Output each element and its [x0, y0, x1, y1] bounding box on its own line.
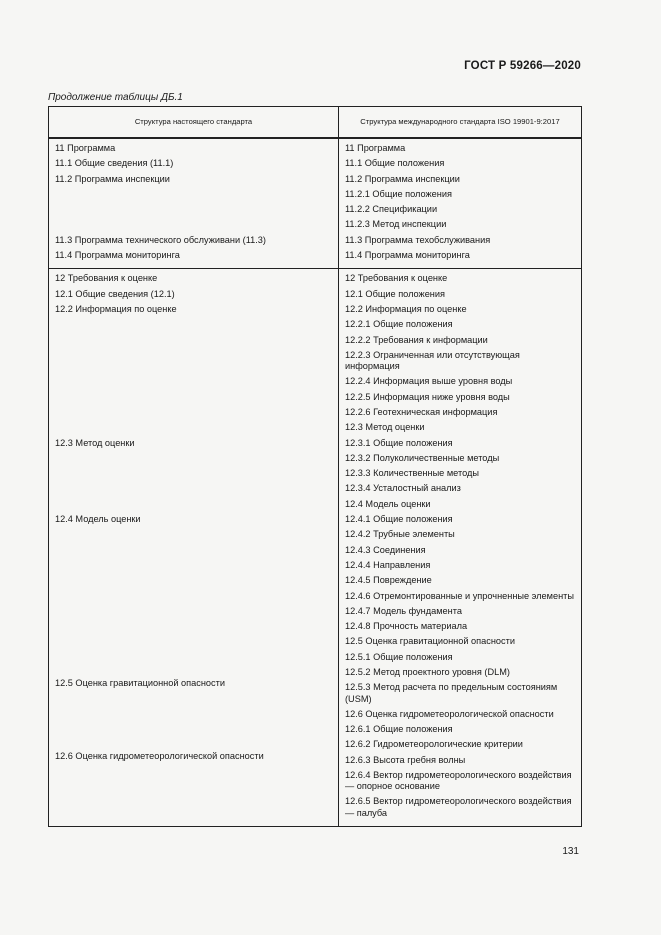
page-number: 131 [562, 846, 579, 857]
international-clause: 12.3.3 Количественные методы [345, 468, 479, 479]
national-clause: 12.2 Информация по оценке [55, 303, 177, 314]
national-clause: 12.5 Оценка гравитационной опасности [55, 678, 225, 689]
international-clause: 12 Требования к оценке [345, 273, 448, 284]
international-clause: 11.2.3 Метод инспекции [345, 219, 447, 230]
column-header-national: Структура настоящего стандарта [49, 107, 339, 139]
international-clause: 12.4.2 Трубные элементы [345, 529, 455, 540]
national-clause: 11.3 Программа технического обслуживани (11.3) [55, 234, 266, 245]
international-clause: 12.3.1 Общие положения [345, 437, 453, 448]
international-clause: 12.6.1 Общие положения [345, 724, 453, 735]
international-clause: 12.2 Информация по оценке [345, 303, 467, 314]
international-structure-cell [339, 269, 582, 827]
table-header-row [49, 107, 582, 139]
standard-id: ГОСТ Р 59266—2020 [464, 60, 581, 72]
international-clause: 12.2.4 Информация выше уровня воды [345, 376, 513, 387]
international-clause: 12.2.1 Общие положения [345, 319, 453, 330]
international-clause: 12.5.3 Метод расчета по предельным состояниям (USM) [345, 682, 558, 704]
international-clause: 12.4.8 Прочность материала [345, 621, 468, 632]
international-clause: 12.4.4 Направления [345, 559, 431, 570]
international-clause: 12.4.6 Отремонтированные и упрочненные элементы [345, 590, 574, 601]
international-clause: 12.4.7 Модель фундамента [345, 605, 462, 616]
table-caption: Продолжение таблицы ДБ.1 [48, 92, 183, 103]
national-clause: 12 Требования к оценке [55, 273, 158, 284]
international-clause: 12.4.5 Повреждение [345, 575, 432, 586]
national-structure-cell [49, 138, 339, 269]
correspondence-table [48, 106, 582, 827]
international-clause: 11.2 Программа инспекции [345, 173, 460, 184]
national-clause: 12.1 Общие сведения (12.1) [55, 288, 175, 299]
national-clause: 12.3 Метод оценки [55, 437, 135, 448]
national-structure-cell [49, 269, 339, 827]
international-clause: 12.1 Общие положения [345, 288, 445, 299]
international-clause: 12.4.3 Соединения [345, 544, 426, 555]
international-clause: 12.5.1 Общие положения [345, 651, 453, 662]
international-clause: 12.4 Модель оценки [345, 498, 431, 509]
international-clause: 12.4.1 Общие положения [345, 514, 453, 525]
international-clause: 12.3.2 Полуколичественные методы [345, 452, 500, 463]
national-clause: 11.4 Программа мониторинга [55, 250, 180, 261]
national-clause: 11.2 Программа инспекции [55, 173, 170, 184]
table-body [49, 138, 582, 826]
international-clause: 11.2.2 Спецификации [345, 204, 438, 215]
national-clause: 12.4 Модель оценки [55, 514, 141, 525]
international-clause: 11.3 Программа техобслуживания [345, 234, 491, 245]
national-clause: 11.1 Общие сведения (11.1) [55, 158, 174, 169]
international-clause: 12.2.2 Требования к информации [345, 334, 488, 345]
international-clause: 12.5 Оценка гравитационной опасности [345, 636, 515, 647]
column-header-international: Структура международного стандарта ISO 19901-9:2017 [339, 107, 582, 139]
international-clause: 12.6.2 Гидрометеорологические критерии [345, 739, 523, 750]
international-clause: 12.6.4 Вектор гидрометеорологического воздействия — опорное основание [345, 769, 572, 792]
international-clause: 12.6.3 Высота гребня волны [345, 754, 466, 765]
international-clause: 12.3 Метод оценки [345, 422, 425, 433]
international-clause: 12.5.2 Метод проектного уровня (DLM) [345, 667, 510, 677]
international-clause: 12.2.5 Информация ниже уровня воды [345, 391, 510, 402]
international-clause: 12.2.6 Геотехническая информация [345, 406, 498, 417]
international-clause: 11.4 Программа мониторинга [345, 250, 470, 261]
table-group-row [49, 269, 582, 827]
international-clause: 12.3.4 Усталостный анализ [345, 483, 461, 494]
national-clause: 11 Программа [55, 143, 116, 153]
international-clause: 11 Программа [345, 143, 406, 153]
international-clause: 12.2.3 Ограниченная или отсутствующая информация [345, 349, 520, 372]
table-group-row [49, 138, 582, 269]
international-structure-cell [339, 138, 582, 269]
international-clause: 12.6 Оценка гидрометеорологической опасности [345, 708, 554, 719]
international-clause: 11.2.1 Общие положения [345, 188, 452, 199]
international-clause: 11.1 Общие положения [345, 158, 445, 169]
national-clause: 12.6 Оценка гидрометеорологической опасности [55, 750, 264, 761]
international-clause: 12.6.5 Вектор гидрометеорологического воздействия — палуба [345, 796, 572, 818]
